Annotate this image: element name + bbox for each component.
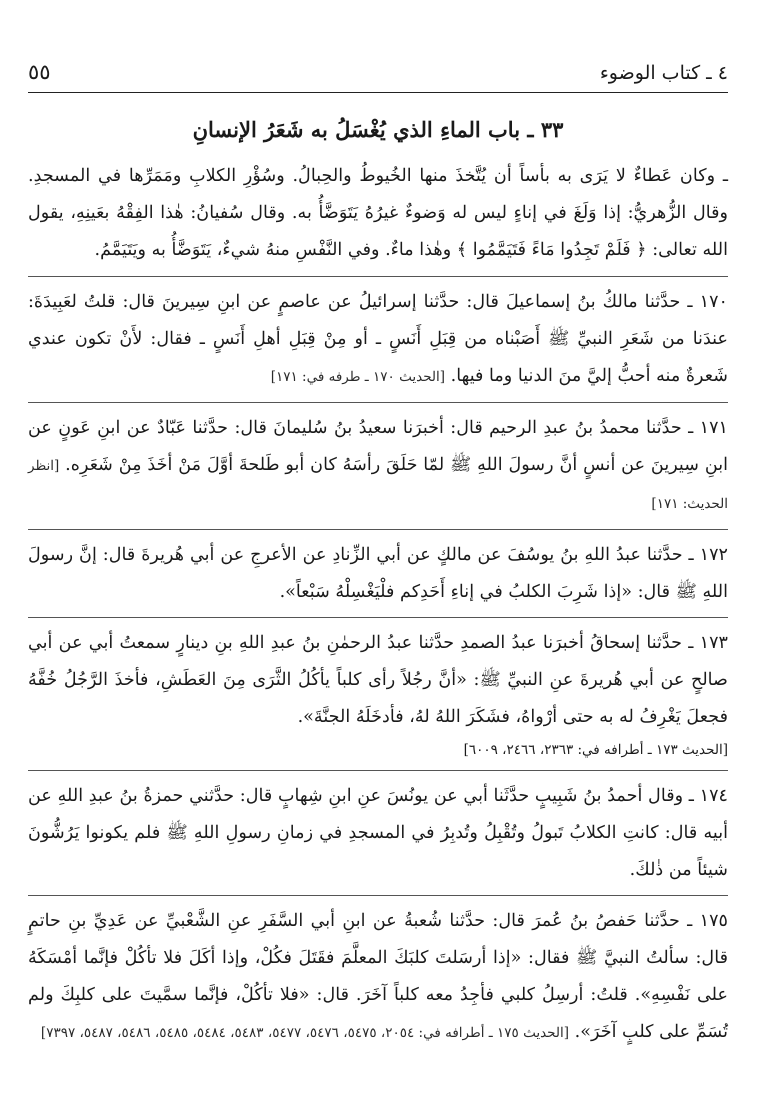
hadith-173 xyxy=(28,617,728,770)
page-number: ٥٥ xyxy=(28,60,51,84)
hadith-reference: [انظر الحديث: ١٧١] xyxy=(28,458,728,512)
hadith-172 xyxy=(28,529,728,617)
hadith-reference: [الحديث ١٧٥ ـ أطرافه في: ٢٠٥٤، ٥٤٧٥، ٥٤٧٦، ٥٤٧٧، ٥٤٨٣، ٥٤٨٤، ٥٤٨٥، ٥٤٨٦، ٥٤٨٧، ٧٣٩٧] xyxy=(40,1025,570,1041)
hadith-text: ١٧٥ ـ حدَّثنا حَفصُ بنُ عُمرَ قال: حدَّثنا شُعبةُ عن ابنِ أبي السَّفَرِ عنِ الشَّعْبيِّ عن عَدِيِّ بنِ حاتمٍ قال: سألتُ النبيَّ ﷺ فقال: «إذا أرسَلتَ كلبَكَ المعلَّمَ فقَتَلَ فكُلْ، وإذا أكَلَ فلا تأكُلْ فإنَّما أمْسَكَهُ على نَفْسِهِ». قلتُ: أرسِلُ كلبي فأجِدُ معه كلباً آخَرَ. قال: «فلا تأكُلْ، فإنَّما سمَّيتَ على كلبِكَ ولم تُسَمِّ على كلبٍ آخَرَ». [الحديث ١٧٥ ـ أطرافه في: ٢٠٥٤، ٥٤٧٥، ٥٤٧٦، ٥٤٧٧، ٥٤٨٣، ٥٤٨٤، ٥٤٨٥، ٥٤٨٦، ٥٤٨٧، ٧٣٩٧] xyxy=(28,911,728,1042)
running-head xyxy=(28,60,728,93)
hadith-text: ١٧٣ ـ حدَّثنا إسحاقُ أخبرَنا عبدُ الصمدِ حدَّثنا عبدُ الرحمٰنِ بنُ عبدِ اللهِ بنِ دينارٍ سمعتُ أبي عن أبي صالحٍ عن أبي هُريرةَ عنِ النبيِّ ﷺ: «أنَّ رجُلاً رأى كلباً يأكُلُ الثَّرَى مِنَ العَطَشِ، فأخذَ الرَّجُلُ خُفَّهُ فجعلَ يَغْرِفُ له به حتى أرْواهُ، فشَكَرَ اللهُ لهُ، فأدخَلَهُ الجنَّةَ». xyxy=(28,633,728,727)
chapter-heading: ٤ ـ كتاب الوضوء xyxy=(599,62,728,84)
hadith-170 xyxy=(28,277,728,402)
hadith-reference: [الحديث ١٧٠ ـ طرفه في: ١٧١] xyxy=(270,369,446,385)
hadith-text: ١٧١ ـ حدَّثنا محمدُ بنُ عبدِ الرحيم قال: أخبرَنا سعيدُ بنُ سُليمانَ قال: حدَّثنا عَبّادٌ عن ابنِ عَونٍ عن ابنِ سِيرينَ عن أنسٍ أنَّ رسولَ اللهِ ﷺ لمّا حَلَقَ رأسَهُ كان أبو طَلحةَ أوَّلَ مَنْ أخَذَ مِنْ شَعَرِه. [انظر الحديث: ١٧١] xyxy=(28,418,728,512)
section-title: ٣٣ ـ باب الماءِ الذي يُغْسَلُ به شَعَرُ الإنسانِ xyxy=(192,117,564,142)
hadith-171 xyxy=(28,402,728,529)
hadith-175 xyxy=(28,895,728,1058)
hadith-text: ١٧٤ ـ وقال أحمدُ بنُ شَبِيبٍ حدَّثَنا أبي عن يونُسَ عنِ ابنِ شِهابٍ قال: حدَّثني حمزةُ بنُ عبدِ اللهِ عن أبيه قال: كانتِ الكلابُ تَبولُ وتُقْبِلُ وتُدبِرُ في المسجدِ في زمانِ رسولِ اللهِ ﷺ فلم يكونوا يَرُشُّونَ شيئاً من ذٰلكَ. xyxy=(28,786,728,880)
intro-block xyxy=(28,158,728,277)
hadith-text: ١٧٠ ـ حدَّثنا مالكُ بنُ إسماعيلَ قال: حدَّثنا إسرائيلُ عن عاصمٍ عن ابنِ سِيرينَ قال: قلتُ لعَبِيدَةَ: عندَنا من شَعَرِ النبيِّ ﷺ أَصَبْناه من قِبَلِ أَنَسٍ ـ أو مِنْ قِبَلِ أهلِ أَنَسٍ ـ فقال: لأَنْ تكون عندي شَعرةٌ منه أحبُّ إليَّ منَ الدنيا وما فيها. [الحديث ١٧٠ ـ طرفه في: ١٧١] xyxy=(28,292,728,386)
hadith-text: ١٧٢ ـ حدَّثنا عبدُ اللهِ بنُ يوسُفَ عن مالكٍ عن أبي الزِّنادِ عن الأعرجِ عن أبي هُريرةَ قال: إنَّ رسولَ اللهِ ﷺ قال: «إذا شَرِبَ الكلبُ في إناءِ أَحَدِكم فلْيَغْسِلْهُ سَبْعاً». xyxy=(28,545,728,602)
hadith-174 xyxy=(28,770,728,895)
hadith-reference: [الحديث ١٧٣ ـ أطرافه في: ٢٣٦٣، ٢٤٦٦، ٦٠٠٩] xyxy=(463,742,728,758)
page xyxy=(28,60,728,1058)
intro-paragraph: ـ وكان عَطاءٌ لا يَرَى به بأساً أن يُتَّخذَ منها الخُيوطُ والحِبالُ. وسُؤْرِ الكلابِ ومَمَرِّها في المسجدِ. وقال الزُّهريُّ: إذا وَلَغَ في إناءٍ ليس له وَضوءٌ غيرُهُ يَتَوَضَّأُ به. وقال سُفيانُ: هٰذا الفِقْهُ بعَينِهِ، يقول الله تعالى: ﴿ فَلَمْ تَجِدُوا مَاءً فَتَيَمَّمُوا ﴾ وهٰذا ماءٌ. وفي النَّفْسِ منهُ شيءٌ، يَتَوَضَّأُ به ويَتَيَمَّمُ. xyxy=(28,166,728,260)
